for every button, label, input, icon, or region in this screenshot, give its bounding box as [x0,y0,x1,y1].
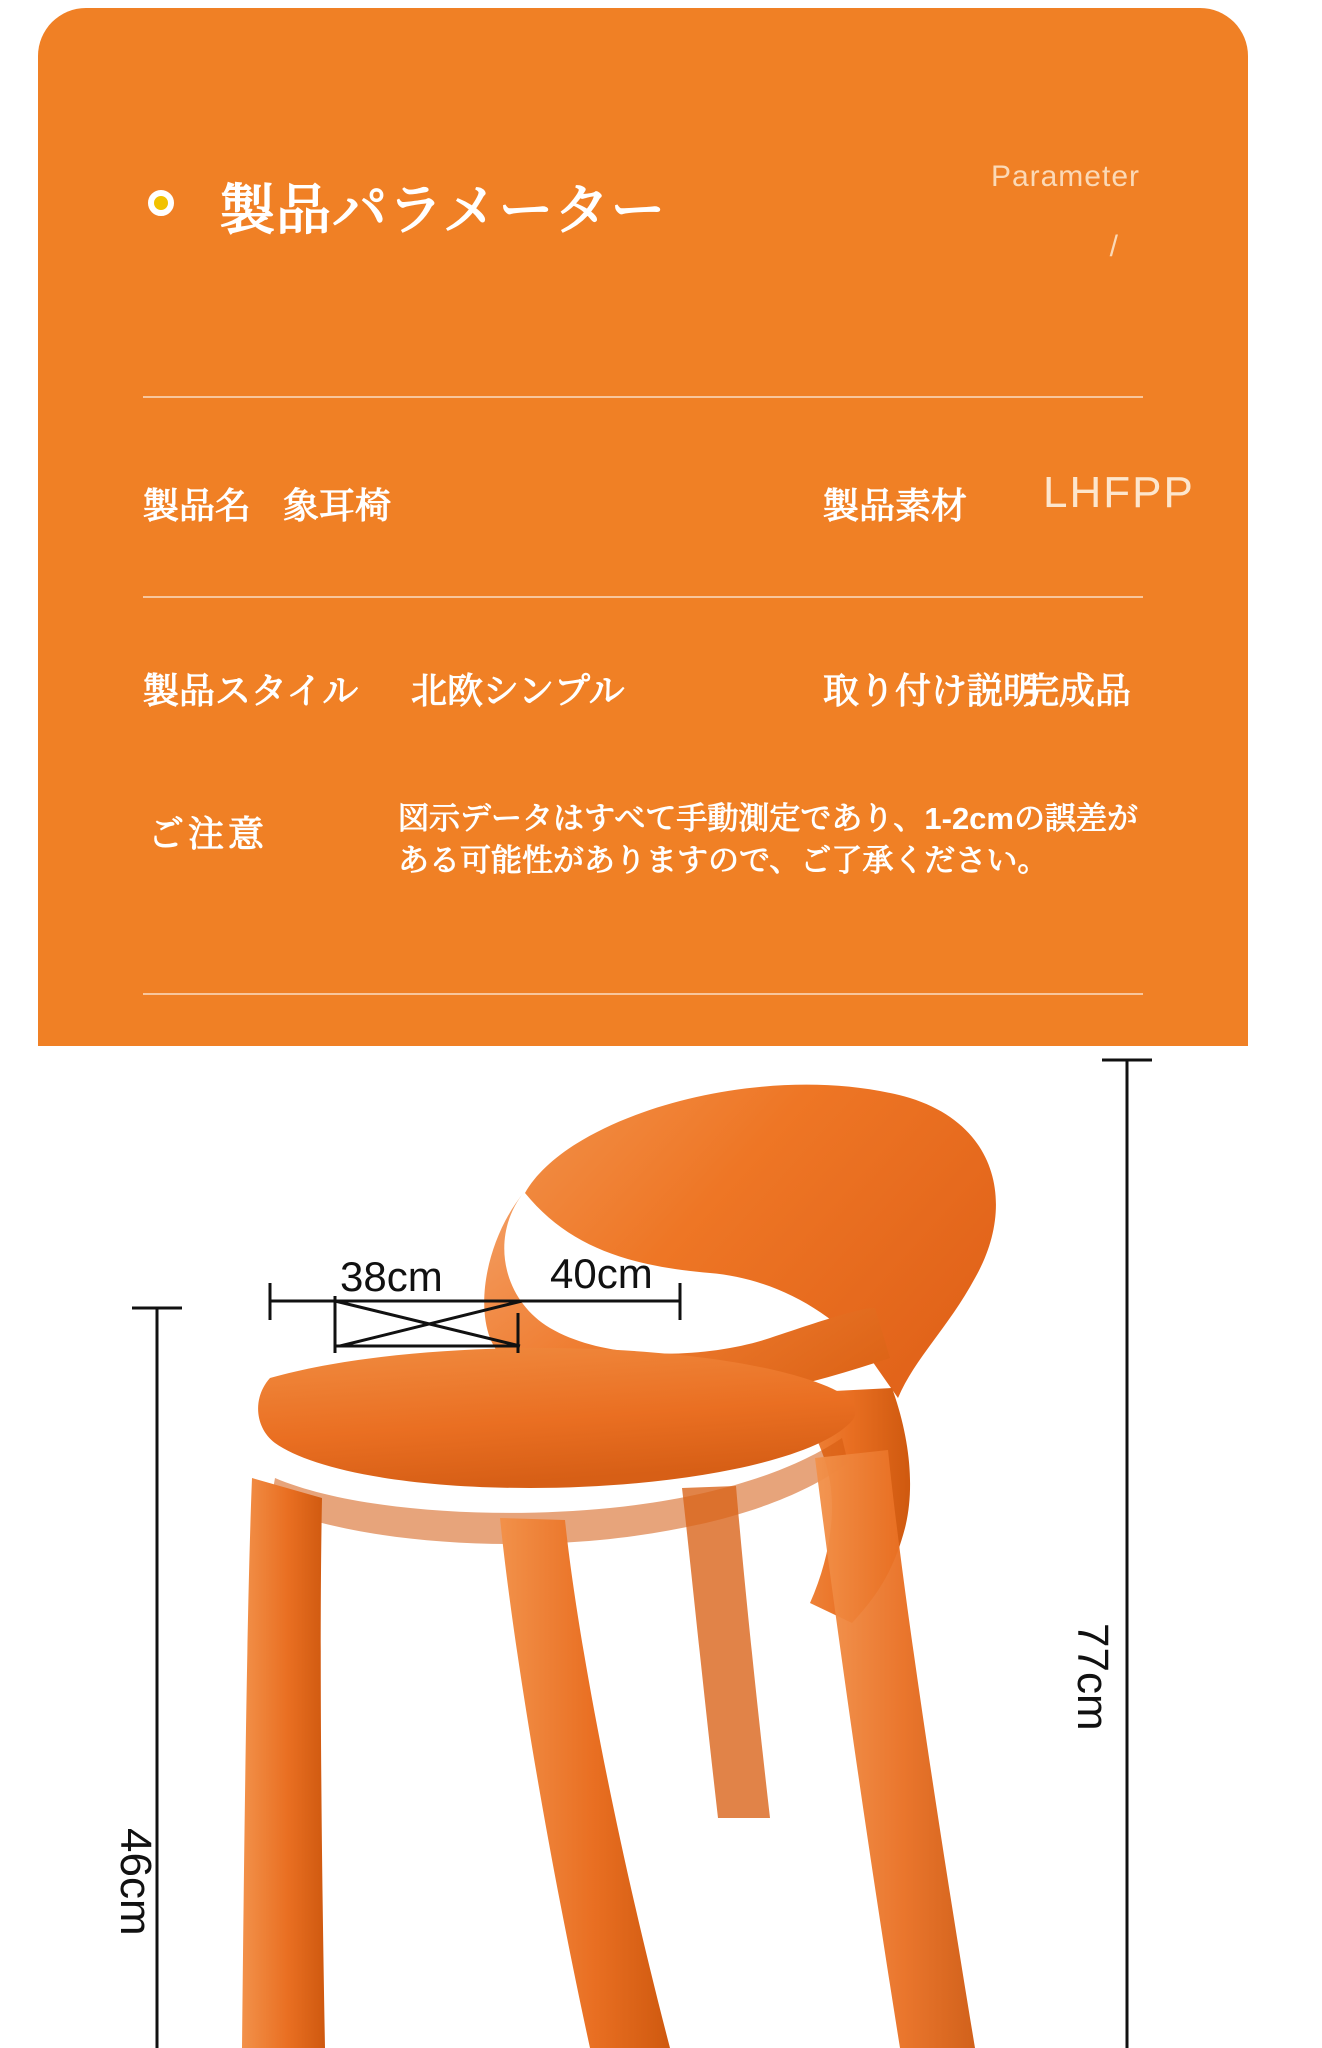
style-label: 製品スタイル [143,670,359,711]
divider-middle [143,596,1143,598]
dimension-line-77 [1102,1060,1152,2048]
panel-subtitle-slash: / [1109,230,1118,263]
material-label: 製品素材 [823,485,968,526]
install-value: 完成品 [1023,670,1132,711]
dimension-label-total-height: 77cm [1068,1623,1117,1731]
material-value: LHFPP [1043,468,1195,517]
chair-svg [70,1058,1252,2048]
product-name-label: 製品名 [143,485,252,526]
divider-bottom [143,993,1143,995]
chair-front-right-leg [500,1518,670,2048]
dimension-label-seat-height: 46cm [111,1828,160,1936]
notice-value: 図示データはすべて手動測定であり、1-2cmの誤差がある可能性がありますので、ご了承ください。 [398,801,1138,878]
parameter-panel [38,8,1248,1046]
product-image-area [70,1058,1252,2048]
notice-label: ご注意 [148,813,269,854]
page-title: 製品パラメーター [220,179,667,241]
chair-rear-left-leg [682,1486,770,1818]
chair-seat [258,1348,856,1488]
chair-illustration [70,1058,1252,2048]
install-label: 取り付け説明 [823,670,1040,711]
product-name-value: 象耳椅 [283,485,392,526]
panel-subtitle-en: Parameter [990,160,1140,193]
chair-front-left-leg [242,1478,325,2048]
parameter-panel-header [38,8,1248,308]
dimension-label-seat-width: 40cm [550,1250,653,1297]
divider-top [143,396,1143,398]
dimension-line-46 [132,1308,182,2048]
dimension-label-seat-depth: 38cm [340,1253,443,1300]
style-value: 北欧シンプル [411,670,625,711]
bullet-dot-icon [148,190,174,216]
chair-rear-right-leg [815,1450,975,2048]
